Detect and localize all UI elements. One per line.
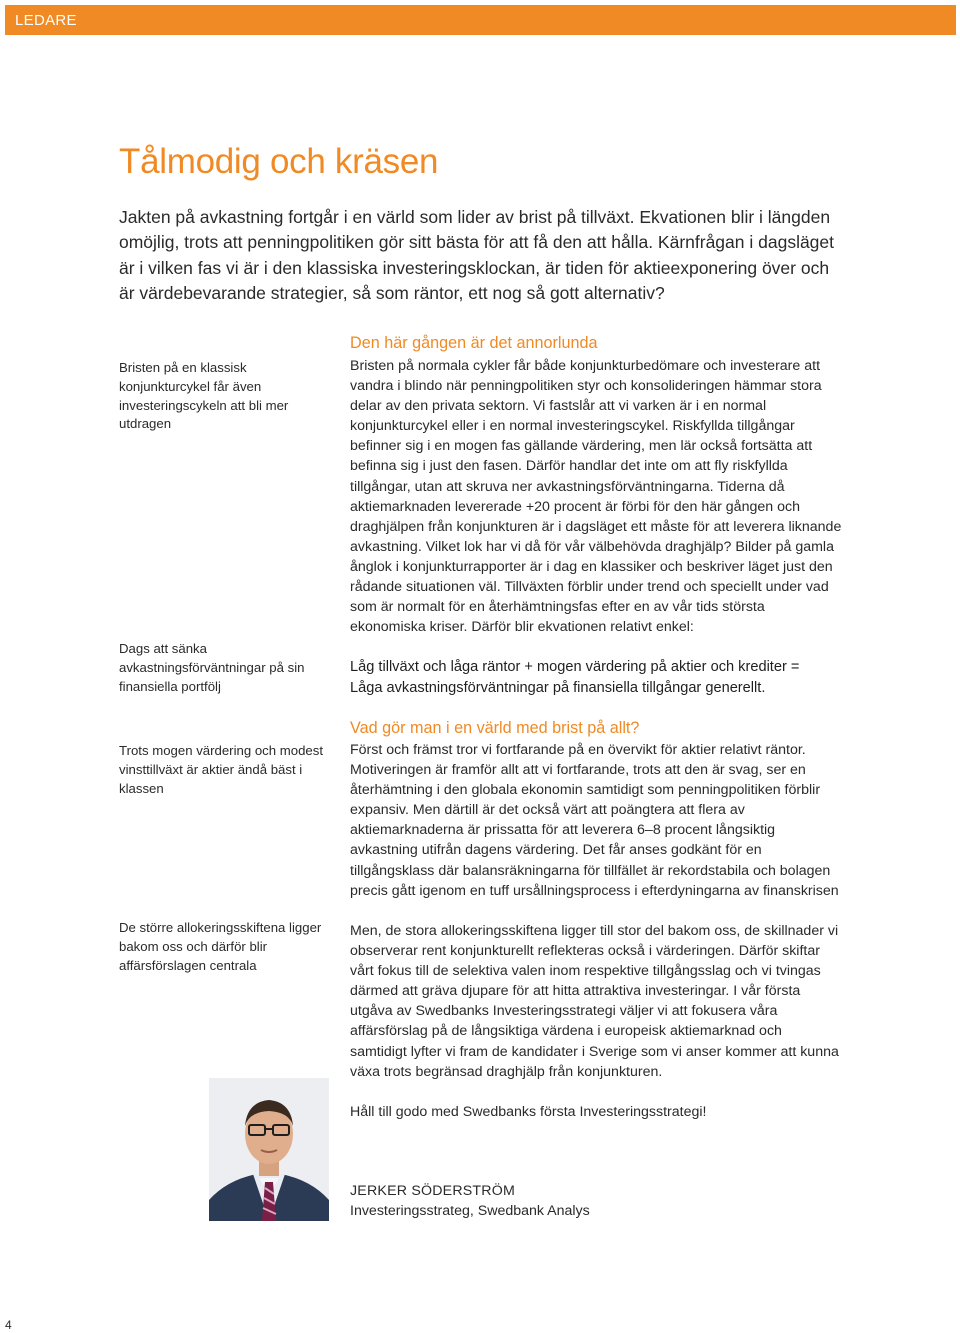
formula-line: Låga avkastningsförväntningar på finansiella tillgångar generellt. — [350, 679, 766, 696]
pull-quote: Bristen på en klassisk konjunkturcykel får även investeringscykeln att bli mer utdragen — [119, 360, 289, 432]
author-portrait — [209, 1078, 329, 1221]
article-title: Tålmodig och kräsen — [119, 142, 439, 181]
pull-quote: Trots mogen värdering och modest vinsttillväxt är aktier ändå bäst i klassen — [119, 743, 324, 796]
author-portrait-illustration — [209, 1078, 329, 1221]
section-heading: Vad gör man i en värld med brist på allt? — [350, 719, 640, 737]
formula-line: Låg tillväxt och låga räntor + mogen värdering på aktier och krediter = — [350, 659, 800, 675]
pull-quote: De större allokeringsskiftena ligger bakom oss och därför blir affärsförslagen centrala — [119, 920, 322, 973]
article-lead: Jakten på avkastning fortgår i en värld som lider av brist på tillväxt. Ekvationen blir i längden omöjlig, trots att penningpolitiken gör sitt bästa för att få den att hålla. Kärnfrågan i dagsläget är i vilken fas vi är i den klassiska investeringsklockan, är tiden för aktieexponering över och är värdebevarande strategier, så som räntor, ett nog så gott alternativ? — [119, 207, 835, 303]
page-number: 4 — [5, 1318, 12, 1332]
formula-block — [350, 657, 850, 698]
body-paragraph: Bristen på normala cykler får både konjunkturbedömare och investerare att vandra i blindo när penningpolitiken styr och konsolideringen hämmar stora delar av den privata sektorn. Vi fastslår att vi varken är i en normal konjunkturcykel eller i en normal investeringscykel. Riskfyllda tillgångar befinner sig i en mogen fas gällande värdering, men lär också fortsätta att befinna sig i just den fasen. Därför handlar det inte om att fly riskfyllda tillgångar, utan att skruva ner avkastningsförväntningarna. Tiderna då aktiemarknaden levererade +20 procent är förbi för den här gången och draghjälpen från konjunkturen är i dagsläget ett måste för att leverera liknande avkastning. Vilket lok har vi då för vår välbehövda draghjälp? Bilder på gamla ånglok i konjunkturrapporter är i dag en klassiker och beskriver läget just den rådande situationen väl. Tillväxten förblir under trend och speciellt under vad som är normalt för en återhämtningsfas efter en av vår tids största ekonomiska kriser. Därför blir ekvationen relativt enkel: — [350, 358, 842, 636]
pull-quote: Dags att sänka avkastningsförväntningar på sin finansiella portfölj — [119, 641, 305, 694]
body-paragraph: Men, de stora allokeringsskiftena ligger till stor del bakom oss, de skillnader vi observerar rent konjunkturellt reflekteras också i värderingen. Därför skiftar vårt fokus till de selektiva valen inom respektive tillgångsslag och vi tvingas därmed att gräva djupare för att hitta attraktiva investeringar. I vår första utgåva av Swedbanks Investeringsstrategi väljer vi att fokusera våra affärsförslag på de långsiktiga värdena i europeisk aktiemarknad och samtidigt lyfter vi fram de kandidater i Sverige som vi anser kommer att kunna växa trots begränsad draghjälp från konjunkturen. — [350, 923, 839, 1080]
author-name: JERKER SÖDERSTRÖM — [350, 1183, 515, 1199]
section-label: LEDARE — [15, 12, 77, 29]
section-header-bar — [5, 5, 956, 35]
closing-line: Håll till godo med Swedbanks första Investeringsstrategi! — [350, 1104, 707, 1120]
section-heading: Den här gången är det annorlunda — [350, 334, 598, 352]
author-role: Investeringsstrateg, Swedbank Analys — [350, 1203, 590, 1219]
body-paragraph: Först och främst tror vi fortfarande på en övervikt för aktier relativt räntor. Motiveringen är framför allt att vi fortfarande, trots att den är svag, ser en återhämtning i den globala ekonomin samtidigt som penningpolitiken förblir expansiv. Men därtill är det också värt att poängtera att flera av aktiemarknaderna är prissatta för att leverera 6–8 procent långsiktig avkastning utifrån dagens värdering. Det får anses godkänt för en tillgångsklass där balansräkningarna för tillfället är rekordstabila och bolagen precis gått igenom en tuff ursållningsprocess i efterdyningarna av finanskrisen — [350, 742, 839, 899]
